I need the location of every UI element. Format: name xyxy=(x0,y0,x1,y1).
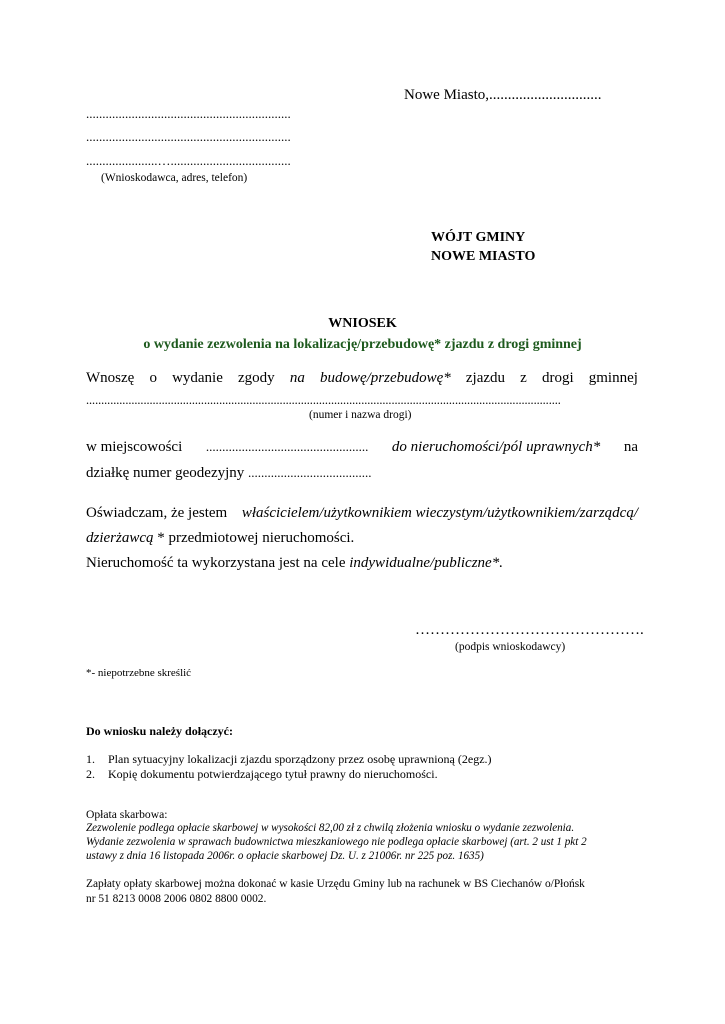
attachment-item xyxy=(86,767,438,782)
parcel-dots: ...................................... xyxy=(248,465,372,480)
signature-dots: ………………………………………. xyxy=(415,622,644,638)
attachment-number: 2. xyxy=(86,767,95,781)
declaration-tail: * przedmiotowej nieruchomości. xyxy=(153,530,355,546)
request-word: zgody xyxy=(238,370,275,386)
request-word: drogi xyxy=(541,370,574,386)
attachment-text: Plan sytuacyjny lokalizacji zjazdu sporządzony przez osobę uprawnioną (2egz.) xyxy=(108,752,492,766)
footnote: *- niepotrzebne skreślić xyxy=(86,667,192,679)
fee-line-1: Zezwolenie podlega opłacie skarbowej w wysokości 82,00 zł z chwilą złożenia wniosku o wydanie zezwolenia. xyxy=(86,822,575,834)
request-word: Wnoszę xyxy=(86,370,135,386)
request-word: na xyxy=(289,370,305,386)
locality-tail: na xyxy=(623,439,638,455)
declaration-roles: właścicielem/użytkownikiem wieczystym/użytkownikiem/zarządcą/ xyxy=(241,505,638,521)
payment-line-1: Zapłaty opłaty skarbowej można dokonać w kasie Urzędu Gminy lub na rachunek w BS Ciechanów o/Płońsk xyxy=(86,878,585,890)
fee-label: Opłata skarbowa: xyxy=(86,808,168,821)
document-subtitle: o wydanie zezwolenia na lokalizację/przebudowę* zjazdu z drogi gminnej xyxy=(143,337,582,352)
place-date: Nowe Miasto,.............................. xyxy=(404,87,602,103)
parcel-label: działkę numer geodezyjny xyxy=(86,465,245,481)
addressee-line-2: NOWE MIASTO xyxy=(431,249,536,264)
applicant-line-2: ............................................................... xyxy=(86,129,291,144)
road-dotted-line: ............................................................................................................................................................. xyxy=(86,393,561,407)
locality-label: w miejscowości xyxy=(86,439,183,455)
locality-line xyxy=(86,439,638,456)
fee-line-3: ustawy z dnia 16 listopada 2006r. o opłacie skarbowej Dz. U. z 21006r. nr 225 poz. 1635) xyxy=(86,850,484,862)
road-caption: (numer i nazwa drogi) xyxy=(309,409,412,421)
request-word: o xyxy=(149,370,157,386)
parcel-line xyxy=(86,465,372,482)
request-line xyxy=(86,370,638,387)
attachment-number: 1. xyxy=(86,752,95,766)
locality-dots: .................................................. xyxy=(205,439,369,454)
request-word: budowę/przebudowę* xyxy=(319,370,451,386)
addressee-line-1: WÓJT GMINY xyxy=(431,230,526,245)
purpose-lead: Nieruchomość ta wykorzystana jest na cele xyxy=(86,555,350,571)
request-word: wydanie xyxy=(172,370,223,386)
signature-caption: (podpis wnioskodawcy) xyxy=(455,641,566,653)
purpose-line xyxy=(86,555,503,572)
locality-italic: do nieruchomości/pól uprawnych* xyxy=(391,439,601,455)
declaration-line-2 xyxy=(86,530,354,547)
declaration-roles-2: dzierżawcą xyxy=(86,530,154,546)
document-title: WNIOSEK xyxy=(328,316,397,331)
request-word: zjazdu xyxy=(465,370,506,386)
declaration-lead: Oświadczam, że jestem xyxy=(86,505,228,521)
attachments-heading: Do wniosku należy dołączyć: xyxy=(86,724,233,738)
request-word: z xyxy=(520,370,527,386)
attachment-item xyxy=(86,752,492,767)
declaration-line-1 xyxy=(86,505,638,522)
fee-line-2: Wydanie zezwolenia w sprawach budownictwa mieszkaniowego nie podlega opłacie skarbowej (art. 2 ust 1 pkt 2 xyxy=(86,836,587,848)
applicant-line-1: ............................................................... xyxy=(86,106,291,121)
attachment-text: Kopię dokumentu potwierdzającego tytuł prawny do nieruchomości. xyxy=(108,767,438,781)
applicant-line-3: ......................…..................................... xyxy=(86,153,291,168)
request-word: gminnej xyxy=(588,370,638,386)
payment-line-2: nr 51 8213 0008 2006 0802 8800 0002. xyxy=(86,893,267,905)
applicant-caption: (Wnioskodawca, adres, telefon) xyxy=(101,172,248,184)
purpose-italic: indywidualne/publiczne*. xyxy=(349,555,503,571)
